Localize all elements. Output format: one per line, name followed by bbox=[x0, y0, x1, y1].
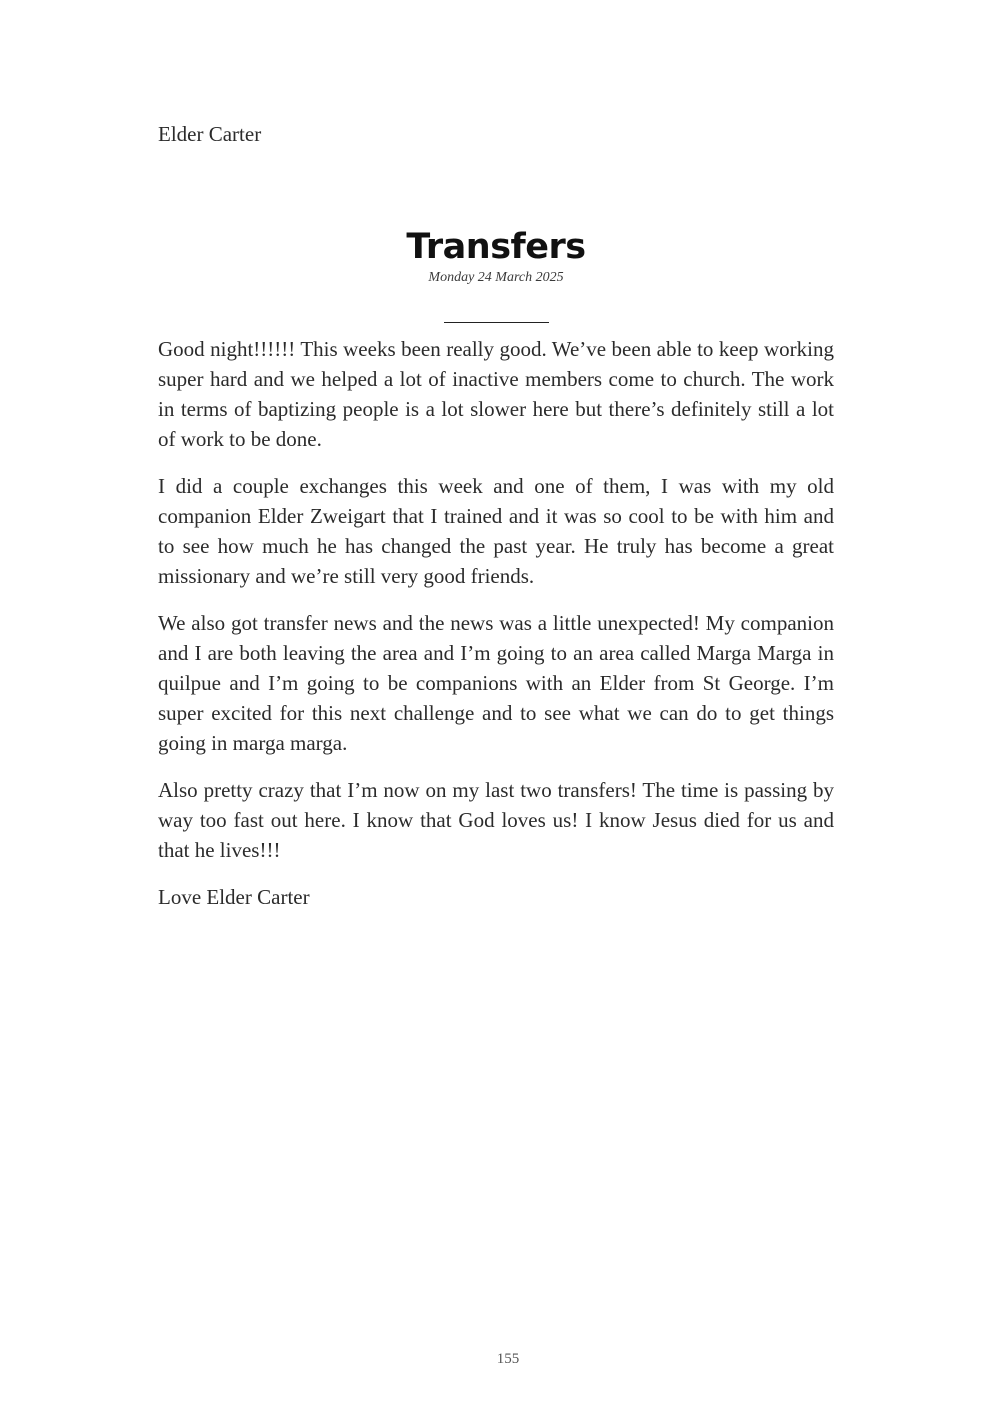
entry-paragraph: Good night!!!!!! This weeks been really good. We’ve been able to keep working super hard and we helped a lot of inactive members come to church. The work in terms of baptizing people is a lot slower here but there’s definitely still a lot of work to be done. bbox=[158, 337, 834, 451]
entry-paragraph: I did a couple exchanges this week and one of them, I was with my old companion Elder Zweigart that I trained and it was so cool to be with him and to see how much he has changed the past year. He truly has become a great missionary and we’re still very good friends. bbox=[158, 474, 834, 588]
page-number: 155 bbox=[496, 1351, 520, 1367]
title-divider bbox=[444, 322, 549, 323]
entry-title: Transfers bbox=[406, 227, 586, 267]
entry-signoff: Love Elder Carter bbox=[158, 885, 310, 909]
entry-paragraph: We also got transfer news and the news was a little unexpected! My companion and I are both leaving the area and I’m going to an area called Marga Marga in quilpue and I’m going to be companions with an Elder from St George. I’m super excited for this next challenge and to see what we can do to get things going in marga marga. bbox=[158, 611, 834, 755]
entry-paragraph: Also pretty crazy that I’m now on my last two transfers! The time is passing by way too fast out here. I know that God loves us! I know Jesus died for us and that he lives!!! bbox=[158, 778, 834, 862]
entry-body bbox=[158, 334, 834, 929]
entry-date: Monday 24 March 2025 bbox=[428, 270, 564, 285]
previous-entry-signoff: Elder Carter bbox=[158, 122, 262, 146]
